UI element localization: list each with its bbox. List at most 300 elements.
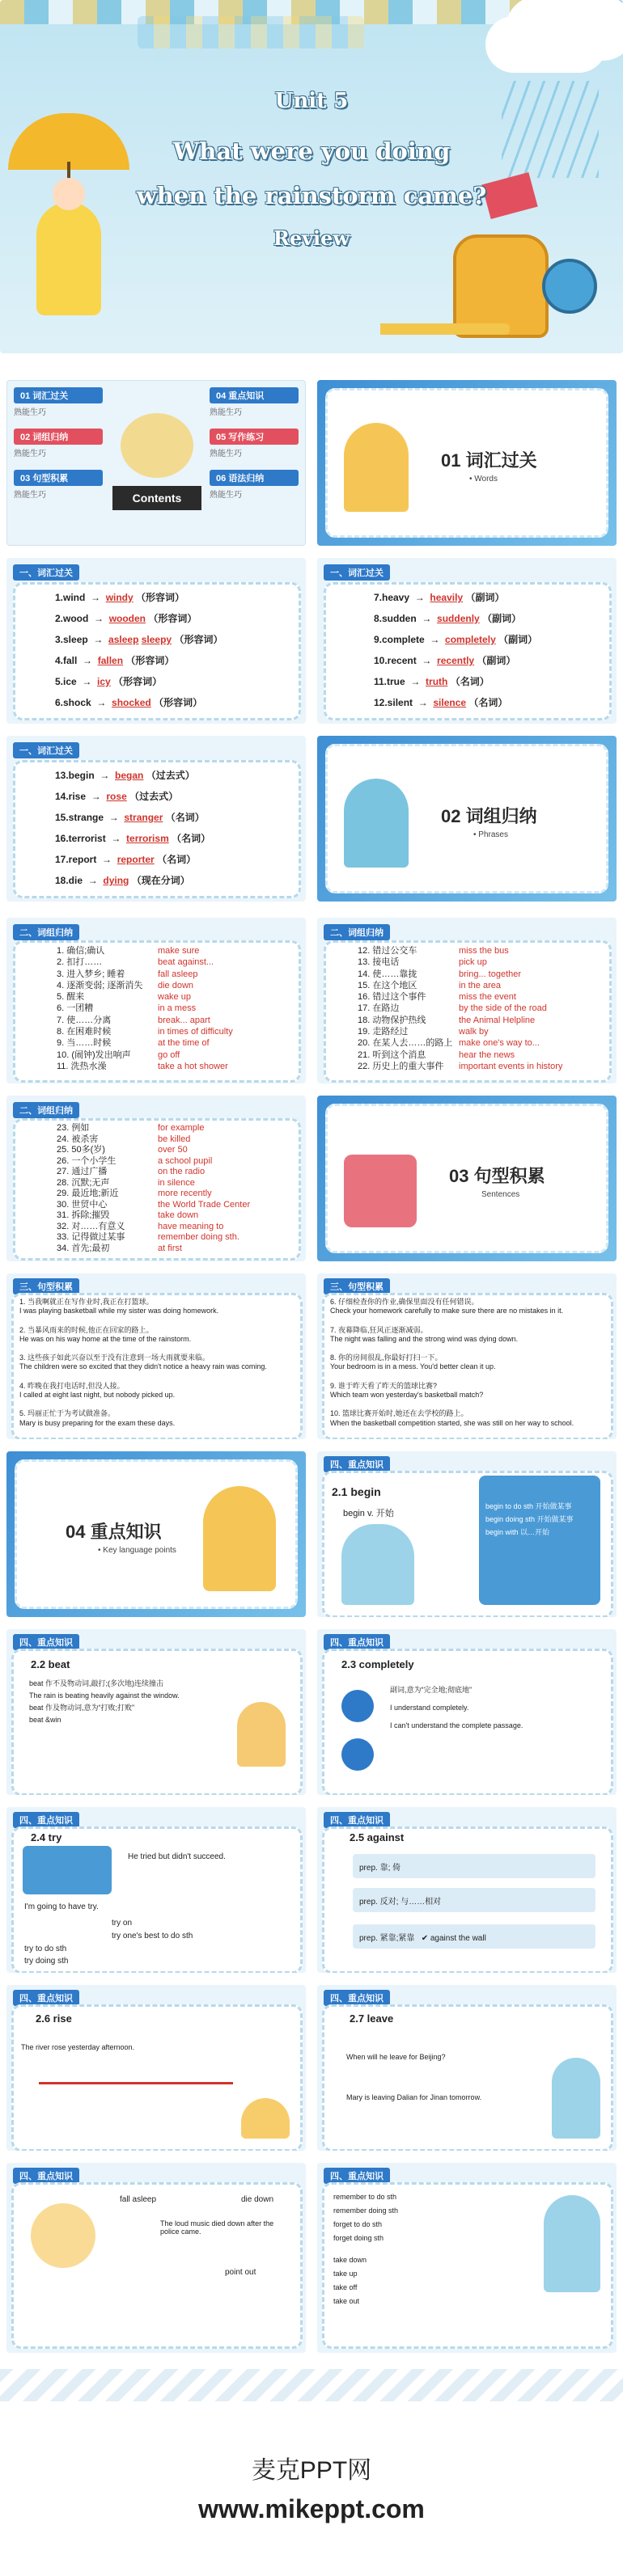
sentence-header: 三、句型积累 <box>13 1278 79 1294</box>
section-03-num: 03 <box>449 1166 469 1186</box>
phrase-english: by the side of the road <box>459 1003 547 1014</box>
vocab-word: 1.wind <box>55 592 86 603</box>
phrase-row <box>57 1210 250 1222</box>
vocab-word: 10.recent <box>374 655 417 666</box>
section-02-num: 02 <box>441 806 461 826</box>
vocab-header: 一、词汇过关 <box>13 742 79 758</box>
phrase-chinese: 20. 在某人去……的路上 <box>358 1038 453 1049</box>
phrase-english: die down <box>158 980 194 990</box>
keypoint-against-slide <box>317 1807 617 1973</box>
section-03-sub: Sentences <box>481 1190 520 1199</box>
completely-line-1: 副词,意为“完全地;彻底地” <box>390 1686 472 1694</box>
sentence-chinese: 8. 你的房间很乱,你最好打扫一下。 <box>330 1353 443 1362</box>
vocab-answer: reporter <box>117 854 155 865</box>
phrase-chinese: 5. 醒来 <box>57 992 85 1003</box>
contents-right-col <box>210 387 299 500</box>
keypoint-box <box>23 1846 112 1894</box>
phrase-row <box>57 1037 233 1049</box>
vocab-word: 6.shock <box>55 697 91 708</box>
section-04-sub: • Key language points <box>98 1546 176 1555</box>
sentence-english: I called at eight last night, but nobody picked up. <box>19 1391 176 1400</box>
phrase-english: a school pupil <box>158 1155 213 1166</box>
vocab-word: 7.heavy <box>374 592 410 603</box>
vocab-slide-2 <box>317 558 617 724</box>
phrase-chinese: 15. 在这个地区 <box>358 980 417 990</box>
keypoint-title: 2.1 begin <box>332 1485 381 1498</box>
sentence-slide-1 <box>6 1273 306 1439</box>
against-line-3: prep. 紧靠;紧靠 <box>359 1934 415 1943</box>
remember-line-5: take down <box>333 2256 367 2264</box>
section-04-title: 重点知识 <box>90 1522 162 1542</box>
vocab-pos: （副词） <box>498 634 538 645</box>
phrase-row <box>57 1244 250 1255</box>
sentence-english: He was on his way home at the time of the rainstorm. <box>19 1334 192 1343</box>
vocab-row-14: 14.rise → rose （过去式） <box>55 791 179 802</box>
open-book-icon <box>344 1155 417 1227</box>
phrase-english: at the time of <box>158 1038 210 1049</box>
cover-title-line1: What were you doing <box>172 137 451 165</box>
section-01-heading <box>441 447 537 472</box>
phrase-english: beat against... <box>158 957 214 968</box>
vocab-pos: （名词） <box>165 812 205 823</box>
phrase-chinese: 24. 被杀害 <box>57 1134 99 1144</box>
sentence-slide-2 <box>317 1273 617 1439</box>
keypoint-title: 2.7 leave <box>350 2012 394 2025</box>
phrase-row <box>358 969 562 980</box>
section-01-slide <box>317 380 617 546</box>
keypoint-asleep-slide <box>6 2163 306 2353</box>
pencil-icon <box>380 323 510 335</box>
phrase-chinese: 3. 进入梦乡; 睡着 <box>57 969 125 979</box>
phrase-row <box>57 1200 250 1211</box>
phrase-chinese: 17. 在路边 <box>358 1003 400 1014</box>
phrase-chinese: 11. 洗热水澡 <box>57 1061 107 1071</box>
asleep-line-2: die down <box>241 2195 274 2204</box>
try-line-5: try to do sth <box>24 1945 67 1953</box>
cloud-icon <box>485 16 607 73</box>
sentence-chinese: 7. 夜幕降临,狂风正逐渐减弱。 <box>330 1325 428 1334</box>
sentence-list <box>19 1298 291 1438</box>
phrase-chinese: 6. 一团糟 <box>57 1003 94 1014</box>
phrase-english: take a hot shower <box>158 1061 228 1071</box>
contents-item-4-sub: 熟能生巧 <box>210 408 242 417</box>
phrase-english: make sure <box>158 946 200 956</box>
vocab-row-17: 17.report → reporter （名词） <box>55 854 197 865</box>
phrase-row <box>358 980 562 991</box>
phrase-chinese: 26. 一个小学生 <box>57 1155 117 1166</box>
sentence-english: The children were so excited that they didn't notice a heavy rain was coming. <box>19 1362 267 1371</box>
phrase-row <box>358 1061 562 1072</box>
sentence-chinese: 3. 这些孩子如此兴奋以至于没有注意到一场大雨就要来临。 <box>19 1353 210 1362</box>
phrase-english: hear the news <box>459 1049 515 1060</box>
phrase-chinese: 34. 首先;最初 <box>57 1243 110 1253</box>
cover-title-line2: when the rainstorm came? <box>136 182 487 209</box>
phrase-english: important events in history <box>459 1061 563 1071</box>
vocab-word: 2.wood <box>55 613 89 624</box>
phrase-chinese: 12. 错过公交车 <box>358 946 417 956</box>
phrase-chinese: 22. 历史上的重大事件 <box>358 1061 444 1071</box>
contents-item-3[interactable]: 03 句型积累 <box>14 470 103 486</box>
rise-line-1: The river rose yesterday afternoon. <box>21 2043 135 2051</box>
section-03-title: 句型积累 <box>473 1166 545 1186</box>
vocab-pos: （形容词） <box>154 697 203 708</box>
vocab-row-15: 15.strange → stranger （名词） <box>55 812 205 823</box>
section-04-num: 04 <box>66 1522 86 1542</box>
vocab-word: 15.strange <box>55 812 104 823</box>
phrase-row <box>57 1003 233 1014</box>
vocab-header: 一、词汇过关 <box>13 564 79 581</box>
sentence-list <box>330 1298 602 1438</box>
phrase-chinese: 33. 记得做过某事 <box>57 1232 125 1242</box>
cover-slide <box>0 0 623 353</box>
vocab-pos: （副词） <box>465 592 505 603</box>
keypoint-beat-slide <box>6 1629 306 1795</box>
sleeping-icon <box>31 2203 95 2268</box>
phrase-chinese: 30. 世贸中心 <box>57 1199 108 1210</box>
vocab-word: 5.ice <box>55 676 77 687</box>
section-01-sub: • Words <box>469 475 498 484</box>
phrase-row <box>358 1003 562 1014</box>
try-line-1: He tried but didn't succeed. <box>128 1852 226 1861</box>
sentence-chinese: 9. 谁于昨天看了昨天的篮球比赛? <box>330 1381 438 1390</box>
phrase-row <box>57 1145 250 1156</box>
keypoint-leave-slide <box>317 1985 617 2151</box>
vocab-word: 3.sleep <box>55 634 88 645</box>
vocab-row-3: 3.sleep → asleep sleepy （形容词） <box>55 634 223 645</box>
contents-item-2[interactable]: 02 词组归纳 <box>14 429 103 445</box>
phrase-english: pick up <box>459 957 487 968</box>
against-row-3: prep. 紧靠;紧靠 ✔ against the wall <box>353 1924 595 1949</box>
phrase-row <box>57 945 233 956</box>
section-04-heading <box>66 1518 162 1543</box>
phrase-chinese: 9. 当……时候 <box>57 1038 112 1049</box>
contents-title: Contents <box>112 486 201 510</box>
vocab-row-6: 6.shock → shocked （形容词） <box>55 697 203 708</box>
vocab-row-7: 7.heavy → heavily （副词） <box>374 592 505 603</box>
cover-unit: Unit 5 <box>274 89 349 113</box>
phrase-row <box>57 1232 250 1244</box>
arrow-icon <box>39 2082 233 2084</box>
boy-icon <box>341 1524 414 1605</box>
asleep-line-1: fall asleep <box>120 2195 157 2204</box>
vocab-answer: heavily <box>430 592 464 603</box>
umbrella-girl-icon <box>203 1486 276 1591</box>
remember-line-7: take off <box>333 2283 358 2291</box>
phrase-chinese: 25. 50多(岁) <box>57 1145 105 1155</box>
phrase-english: have meaning to <box>158 1221 224 1231</box>
sentence-english: Mary is busy preparing for the exam these days. <box>19 1418 176 1427</box>
sentence-english: Which team won yesterday's basketball match? <box>330 1391 484 1400</box>
phrase-chinese: 32. 对……有意义 <box>57 1221 125 1231</box>
person-laptop-icon <box>121 413 193 478</box>
vocab-pos: （过去式） <box>146 770 195 781</box>
vocab-answer: stranger <box>124 812 163 823</box>
section-01-num: 01 <box>441 450 461 471</box>
phrase-english: walk by <box>459 1027 489 1037</box>
vocab-word: 16.terrorist <box>55 833 106 844</box>
vocab-word: 4.fall <box>55 655 78 666</box>
remember-line-2: remember doing sth <box>333 2206 399 2215</box>
sentence-english: Your bedroom is in a mess. You'd better clean it up. <box>330 1362 496 1371</box>
vocab-pos: （名词） <box>172 833 211 844</box>
beat-line-2: The rain is beating heavily against the window. <box>29 1691 180 1700</box>
sentence-english: Check your homework carefully to make sure there are no mistakes in it. <box>330 1307 564 1315</box>
phrase-row <box>57 1222 250 1233</box>
sentence-header: 三、句型积累 <box>324 1278 390 1294</box>
keypoint-header: 四、重点知识 <box>324 1456 390 1472</box>
phrase-english: take down <box>158 1210 199 1220</box>
phrase-english: make one's way to... <box>459 1038 540 1049</box>
phrase-header: 二、词组归纳 <box>13 1102 79 1118</box>
footer-stripe <box>0 2369 623 2401</box>
section-card <box>325 1104 608 1253</box>
girl-icon <box>344 423 409 512</box>
sentence-chinese: 1. 当我啊就正在写作业时,我正在打篮球。 <box>19 1298 154 1306</box>
phrase-header: 二、词组归纳 <box>324 924 390 940</box>
keypoint-header: 四、重点知识 <box>324 2168 390 2184</box>
vocab-pos: （过去式） <box>129 791 179 802</box>
sentence-english: When the basketball competition started, she was still on her way to school. <box>330 1418 574 1427</box>
vocab-slide-1 <box>6 558 306 724</box>
contents-item-6-sub: 熟能生巧 <box>210 491 242 500</box>
remember-line-4: forget doing sth <box>333 2234 384 2242</box>
contents-item-3-sub: 熟能生巧 <box>14 491 46 500</box>
keypoint-header: 四、重点知识 <box>13 1812 79 1828</box>
contents-item-1-sub: 熟能生巧 <box>14 408 46 417</box>
phrase-chinese: 2. 扣打…… <box>57 957 103 968</box>
phrase-row <box>57 1123 250 1134</box>
begin-item-1: begin to do sth 开始做某事 <box>485 1502 572 1510</box>
phrase-row <box>358 1037 562 1049</box>
against-line-1: prep. 靠; 倚 <box>353 1854 595 1878</box>
phrase-row <box>358 1026 562 1037</box>
keypoint-title: 2.4 try <box>31 1831 62 1843</box>
contents-item-5[interactable]: 05 写作练习 <box>210 429 299 445</box>
contents-item-1[interactable]: 01 词汇过关 <box>14 387 103 403</box>
section-card <box>325 744 608 893</box>
phrase-row <box>57 1049 233 1061</box>
phrase-slide-3 <box>6 1096 306 1261</box>
vocab-pos: （副词） <box>477 655 516 666</box>
keypoint-try-slide <box>6 1807 306 1973</box>
section-02-heading <box>441 803 537 828</box>
vocab-answer: began <box>115 770 144 781</box>
vocab-word: 13.begin <box>55 770 95 781</box>
phrase-header: 二、词组归纳 <box>13 924 79 940</box>
completely-line-3: I can't understand the complete passage. <box>390 1721 523 1729</box>
phrase-english: bring... together <box>459 969 522 979</box>
phrase-chinese: 29. 最近地;新近 <box>57 1189 119 1198</box>
section-card <box>15 1459 298 1609</box>
phrase-chinese: 18. 动物保护热线 <box>358 1015 426 1025</box>
phrase-chinese: 14. 使……靠拢 <box>358 969 417 979</box>
vocab-row-10: 10.recent → recently （副词） <box>374 655 516 666</box>
phrase-list <box>358 945 562 1072</box>
vocab-word: 17.report <box>55 854 97 865</box>
section-03-heading <box>449 1163 545 1188</box>
phrase-english: the Animal Helpline <box>459 1015 536 1025</box>
section-03-slide <box>317 1096 617 1261</box>
vocab-pos: （名词） <box>450 676 490 687</box>
phrase-english: over 50 <box>158 1145 188 1155</box>
section-01-title: 词汇过关 <box>465 450 537 471</box>
phrase-row <box>57 969 233 980</box>
vocab-pos: （形容词） <box>148 613 197 624</box>
vocab-answer: dying <box>103 875 129 886</box>
keypoint-completely-slide <box>317 1629 617 1795</box>
keypoint-header: 四、重点知识 <box>13 1990 79 2006</box>
phrase-chinese: 1. 确信;确认 <box>57 946 105 956</box>
phrase-english: be killed <box>158 1134 191 1144</box>
phrase-english: fall asleep <box>158 969 198 979</box>
vocab-pos: （现在分词） <box>131 875 190 886</box>
vocab-row-12: 12.silent → silence （名词） <box>374 697 508 708</box>
leave-line-1: When will he leave for Beijing? <box>346 2053 446 2061</box>
vocab-row-11: 11.true → truth （名词） <box>374 676 490 687</box>
vocab-row-9: 9.complete → completely （副词） <box>374 634 538 645</box>
footer-url[interactable]: www.mikeppt.com <box>198 2494 425 2523</box>
plant-icon <box>138 16 364 49</box>
try-line-6: try doing sth <box>24 1957 69 1966</box>
vocab-word: 14.rise <box>55 791 87 802</box>
vocab-word: 18.die <box>55 875 83 886</box>
vocab-row-4: 4.fall → fallen （形容词） <box>55 655 175 666</box>
phrase-english: the World Trade Center <box>158 1199 251 1210</box>
section-02-sub: • Phrases <box>473 830 508 839</box>
beat-line-1: beat 作不及物动词,敲打;(多次地)连续撞击 <box>29 1679 164 1687</box>
phrase-chinese: 19. 走路经过 <box>358 1027 409 1037</box>
contents-left-col <box>14 387 103 500</box>
section-04-slide <box>6 1451 306 1617</box>
phrase-row <box>57 1156 250 1168</box>
asleep-line-3: The loud music died down after the police came. <box>160 2219 274 2236</box>
phrase-chinese: 23. 例如 <box>57 1123 90 1133</box>
student-icon <box>544 2195 600 2292</box>
phrase-row <box>57 1167 250 1178</box>
keypoint-rise-slide <box>6 1985 306 2151</box>
vocab-answer: rose <box>106 791 127 802</box>
begin-item-2: begin doing sth 开始做某事 <box>485 1515 574 1523</box>
vocab-answer: asleep <box>108 634 139 645</box>
phrase-slide-1 <box>6 918 306 1083</box>
vocab-pos: （名词） <box>157 854 197 865</box>
phrase-row <box>57 956 233 968</box>
keypoint-header: 四、重点知识 <box>13 2168 79 2184</box>
try-line-3: try on <box>112 1919 133 1928</box>
vocab-answer: silence <box>433 697 467 708</box>
phrase-english: miss the bus <box>459 946 509 956</box>
vocab-word: 11.true <box>374 676 405 687</box>
sentence-chinese: 6. 仔细检查你的作业,确保里面没有任何错误。 <box>330 1298 479 1306</box>
phrase-english: break... apart <box>158 1015 210 1025</box>
vocab-slide-3 <box>6 736 306 902</box>
phrase-english: in times of difficulty <box>158 1027 233 1037</box>
keypoint-header: 四、重点知识 <box>324 1990 390 2006</box>
keypoint-title: 2.3 completely <box>341 1658 414 1670</box>
vocab-row-8: 8.sudden → suddenly （副词） <box>374 613 522 624</box>
phrase-chinese: 7. 使……分离 <box>57 1015 112 1025</box>
vocab-row-1: 1.wind → windy （形容词） <box>55 592 185 603</box>
asleep-line-4: point out <box>225 2268 256 2277</box>
phrase-chinese: 4. 逐渐变弱; 逐渐消失 <box>57 980 143 990</box>
child-icon <box>344 779 409 868</box>
phrase-row <box>358 945 562 956</box>
sentence-chinese: 10. 篮球比赛开始时,她还在去学校的路上。 <box>330 1409 468 1418</box>
keypoint-header: 四、重点知识 <box>324 1634 390 1650</box>
vocab-header: 一、词汇过关 <box>324 564 390 581</box>
sentence-english: The night was falling and the strong wind was dying down. <box>330 1334 519 1343</box>
footer-brand: 麦克PPT网 <box>251 2457 372 2484</box>
vocab-answer: shocked <box>112 697 151 708</box>
phrase-chinese: 28. 沉默;无声 <box>57 1177 110 1188</box>
phrase-chinese: 27. 通过广播 <box>57 1167 108 1176</box>
section-card <box>325 388 608 538</box>
sentence-chinese: 2. 当暴风雨来的时候,他正在回家的路上。 <box>19 1325 154 1334</box>
vocab-row-13: 13.begin → began （过去式） <box>55 770 195 781</box>
phrase-row <box>358 991 562 1003</box>
phrase-english: on the radio <box>158 1167 206 1176</box>
phrase-english: go off <box>158 1049 180 1060</box>
thinking-girl-icon <box>237 1702 286 1767</box>
begin-item-3: begin with 以…开始 <box>485 1528 550 1536</box>
phrase-row <box>57 1026 233 1037</box>
remember-line-6: take up <box>333 2270 358 2278</box>
phrase-row <box>57 980 233 991</box>
phrase-row <box>358 956 562 968</box>
phrase-list <box>57 1123 250 1254</box>
phrase-chinese: 31. 拆除;摧毁 <box>57 1210 110 1220</box>
contents-center <box>112 413 201 518</box>
vocab-pos: （形容词） <box>125 655 175 666</box>
note-bubble-icon <box>341 1738 374 1771</box>
completely-line-2: I understand completely. <box>390 1704 469 1712</box>
backpack-icon <box>453 234 549 338</box>
vocab-row-18: 18.die → dying （现在分词） <box>55 875 190 886</box>
phrase-row <box>358 1015 562 1026</box>
vocab-pos: （形容词） <box>136 592 185 603</box>
keypoint-box <box>479 1476 600 1605</box>
contents-item-4[interactable]: 04 重点知识 <box>210 387 299 403</box>
phrase-english: in a mess <box>158 1003 197 1014</box>
phrase-row <box>57 1061 233 1072</box>
phrase-english: miss the event <box>459 992 516 1003</box>
vocab-answer: truth <box>426 676 448 687</box>
beat-line-4: beat &win <box>29 1716 61 1724</box>
globe-icon <box>542 259 597 314</box>
keypoint-header: 四、重点知识 <box>324 1812 390 1828</box>
vocab-answer: wooden <box>108 613 146 624</box>
phrase-row <box>57 991 233 1003</box>
vocab-word: 12.silent <box>374 697 413 708</box>
vocab-pos: （形容词） <box>174 634 223 645</box>
phrase-english: wake up <box>158 992 191 1003</box>
phrase-chinese: 16. 错过这个事件 <box>358 992 426 1003</box>
phrase-row <box>57 1015 233 1026</box>
keypoint-title: 2.6 rise <box>36 2012 72 2025</box>
keypoint-remember-slide <box>317 2163 617 2353</box>
vocab-row-5: 5.ice → icy （形容词） <box>55 676 163 687</box>
keypoint-begin-slide <box>317 1451 617 1617</box>
phrase-chinese: 13. 接电话 <box>358 957 400 968</box>
section-02-title: 词组归纳 <box>465 806 537 826</box>
contents-item-2-sub: 熟能生巧 <box>14 450 46 458</box>
vocab-answer-2: sleepy <box>141 634 172 645</box>
vocab-answer: windy <box>105 592 134 603</box>
contents-item-6[interactable]: 06 语法归纳 <box>210 470 299 486</box>
keypoint-title: 2.5 against <box>350 1831 405 1843</box>
phrase-chinese: 8. 在困难时候 <box>57 1027 112 1037</box>
phrase-chinese: 10. (闹钟)发出响声 <box>57 1049 131 1060</box>
